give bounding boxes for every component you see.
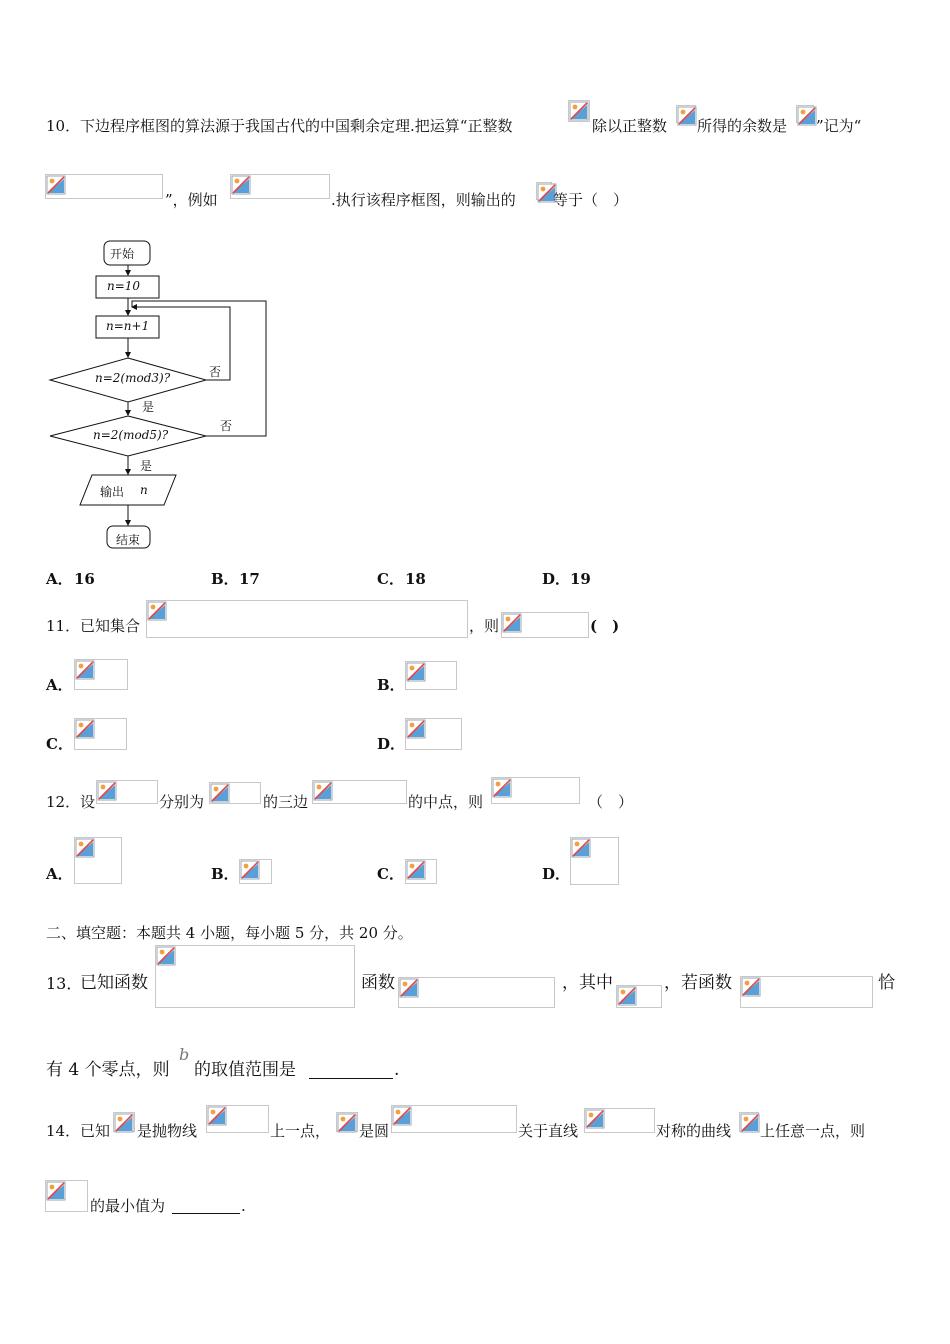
broken-image-icon xyxy=(406,860,426,880)
formula-image xyxy=(45,174,163,199)
formula-image xyxy=(146,600,468,638)
q11-option-a-label: A． xyxy=(46,676,73,694)
broken-image-icon xyxy=(97,781,117,801)
formula-image xyxy=(405,661,457,690)
formula-image xyxy=(74,718,127,750)
formula-image xyxy=(113,1112,135,1132)
q13-text-b: 函数 xyxy=(361,973,395,993)
q11-text-b: ，则 xyxy=(469,617,500,635)
q10-option-d-label: D． xyxy=(542,570,571,588)
q10-text-1d: ”记为“ xyxy=(816,117,862,135)
formula-image xyxy=(398,977,555,1008)
broken-image-icon xyxy=(75,719,95,739)
formula-image xyxy=(45,1180,88,1212)
broken-image-icon xyxy=(406,662,426,682)
flow-end-label: 结束 xyxy=(116,533,141,547)
q14-answer-blank[interactable] xyxy=(172,1212,240,1214)
q12-option-c-label: C． xyxy=(377,865,404,883)
broken-image-icon xyxy=(156,946,176,966)
broken-image-icon xyxy=(677,106,697,126)
q12-number: 12． xyxy=(46,793,81,811)
broken-image-icon xyxy=(210,783,230,803)
q10-text-1a: 下边程序框图的算法源于我国古代的中国剩余定理.把运算“正整数 xyxy=(80,117,513,135)
formula-image xyxy=(336,1112,358,1132)
flow-init-label: n=10 xyxy=(107,279,141,293)
formula-image xyxy=(796,105,814,123)
q10-option-d-value: 19 xyxy=(570,570,591,588)
q10-text-1b: 除以正整数 xyxy=(592,117,668,135)
q10-text-2b: .执行该程序框图，则输出的 xyxy=(331,191,516,209)
q14-text-line2a: 的最小值为 xyxy=(90,1197,166,1215)
broken-image-icon xyxy=(75,660,95,680)
formula-image xyxy=(584,1108,655,1133)
broken-image-icon xyxy=(569,101,589,121)
formula-image xyxy=(206,1105,269,1133)
q13-text-line2a: 有 4 个零点，则 xyxy=(46,1060,170,1080)
formula-image xyxy=(405,718,462,750)
broken-image-icon xyxy=(75,838,95,858)
q10-option-c-value: 18 xyxy=(405,570,426,588)
section-heading: 二、填空题：本题共 4 小题，每小题 5 分，共 20 分。 xyxy=(46,924,413,942)
broken-image-icon xyxy=(571,838,591,858)
q14-text-c: 上一点， xyxy=(270,1122,331,1140)
flow-yes2-label: 是 xyxy=(140,459,153,473)
q11-number: 11． xyxy=(46,617,81,635)
formula-image xyxy=(501,612,589,638)
q11-text-a: 已知集合 xyxy=(80,617,141,635)
broken-image-icon xyxy=(231,175,251,195)
broken-image-icon xyxy=(240,860,260,880)
formula-image xyxy=(739,1112,759,1132)
broken-image-icon xyxy=(337,1113,357,1133)
broken-image-icon xyxy=(741,977,761,997)
q12-text-d: 的中点，则 xyxy=(408,793,484,811)
q10-option-b-value: 17 xyxy=(239,570,260,588)
q13-number: 13． xyxy=(46,974,83,993)
q13-text-end: . xyxy=(394,1060,400,1080)
q10-number: 10． xyxy=(46,117,81,135)
flow-step-label: n=n+1 xyxy=(106,319,150,333)
broken-image-icon xyxy=(207,1106,227,1126)
q10-option-a-value: 16 xyxy=(74,570,95,588)
q13-text-line2b: 的取值范围是 xyxy=(194,1060,296,1080)
q14-text-f: 对称的曲线 xyxy=(656,1122,732,1140)
q12-text-b: 分别为 xyxy=(159,793,205,811)
q14-text-a: 已知 xyxy=(80,1122,111,1140)
broken-image-icon xyxy=(617,986,637,1006)
q11-text-c: ( ) xyxy=(590,617,620,635)
q10-option-c-label: C． xyxy=(377,570,404,588)
q13-text-d: ，若函数 xyxy=(664,973,732,993)
formula-image xyxy=(96,780,158,804)
q10-option-a-label: A． xyxy=(46,570,73,588)
q14-text-b: 是抛物线 xyxy=(137,1122,198,1140)
broken-image-icon xyxy=(313,781,333,801)
formula-image xyxy=(230,174,330,199)
broken-image-icon xyxy=(492,778,512,798)
broken-image-icon xyxy=(502,613,522,633)
q13-text-c: ，其中 xyxy=(562,973,613,993)
formula-image xyxy=(155,945,355,1008)
q11-option-c-label: C． xyxy=(46,735,73,753)
formula-image xyxy=(239,859,272,884)
q13-text-e: 恰 xyxy=(878,973,895,993)
flowchart xyxy=(40,235,280,555)
q12-option-a-label: A． xyxy=(46,865,73,883)
formula-image xyxy=(405,859,437,884)
q12-text-e: （ ） xyxy=(588,793,634,811)
formula-image xyxy=(209,782,261,804)
formula-image xyxy=(568,100,590,122)
broken-image-icon xyxy=(147,601,167,621)
broken-image-icon xyxy=(46,175,66,195)
broken-image-icon xyxy=(46,1181,66,1201)
broken-image-icon xyxy=(392,1106,412,1126)
q11-option-d-label: D． xyxy=(377,735,406,753)
flow-no1-label: 否 xyxy=(209,365,222,379)
q11-option-b-label: B． xyxy=(377,676,405,694)
formula-image xyxy=(312,780,407,804)
flow-output-parallelogram xyxy=(80,475,176,505)
q13-text-a: 已知函数 xyxy=(80,973,148,993)
q14-text-e: 关于直线 xyxy=(518,1122,579,1140)
flow-cond1-label: n=2(mod3)? xyxy=(95,371,171,385)
formula-image xyxy=(74,837,122,884)
q12-text-c: 的三边 xyxy=(263,793,309,811)
formula-image xyxy=(570,837,619,885)
q14-text-d: 是圆 xyxy=(359,1122,390,1140)
flow-output-label: 输出 xyxy=(100,485,125,499)
q12-text-a: 设 xyxy=(80,793,96,811)
flow-no2-label: 否 xyxy=(220,419,233,433)
formula-image xyxy=(391,1105,517,1133)
formula-image xyxy=(616,985,662,1008)
flow-start-label: 开始 xyxy=(110,247,135,261)
q14-text-end: . xyxy=(241,1197,246,1215)
flow-output-var: n xyxy=(140,483,148,497)
formula-image xyxy=(740,976,873,1008)
q10-option-b-label: B． xyxy=(211,570,239,588)
q13-var-b: b xyxy=(179,1045,190,1064)
q14-text-g: 上任意一点，则 xyxy=(760,1122,866,1140)
flow-yes1-label: 是 xyxy=(142,400,155,414)
broken-image-icon xyxy=(797,106,817,126)
broken-image-icon xyxy=(585,1109,605,1129)
broken-image-icon xyxy=(740,1113,760,1133)
broken-image-icon xyxy=(114,1113,134,1133)
q10-text-2a: ”，例如 xyxy=(165,191,218,209)
flow-cond2-label: n=2(mod5)? xyxy=(93,428,169,442)
q10-text-1c: 所得的余数是 xyxy=(697,117,788,135)
broken-image-icon xyxy=(399,978,419,998)
formula-image xyxy=(536,182,552,200)
q13-answer-blank[interactable] xyxy=(309,1077,393,1079)
q10-text-2c: 等于（ ） xyxy=(553,191,629,209)
broken-image-icon xyxy=(406,719,426,739)
formula-image xyxy=(491,777,580,804)
formula-image xyxy=(74,659,128,690)
q14-number: 14． xyxy=(46,1122,81,1140)
formula-image xyxy=(676,105,696,123)
q12-option-b-label: B． xyxy=(211,865,239,883)
q12-option-d-label: D． xyxy=(542,865,571,883)
